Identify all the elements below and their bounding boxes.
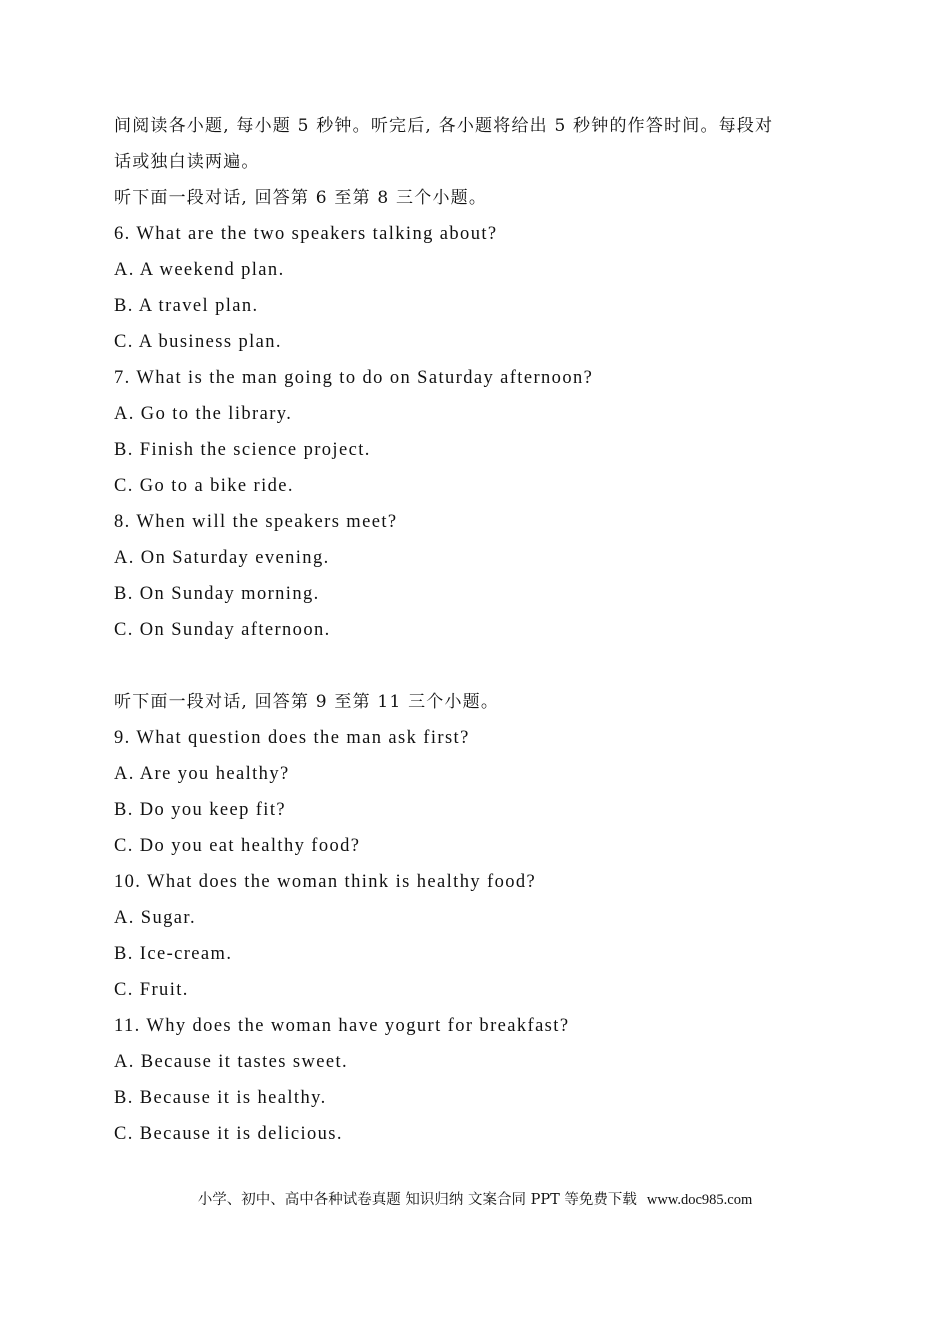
answer-option: B. On Sunday morning. xyxy=(114,584,320,604)
question-stem: 9. What question does the man ask first? xyxy=(114,728,470,748)
answer-option: A. A weekend plan. xyxy=(114,260,285,280)
answer-option: C. On Sunday afternoon. xyxy=(114,620,331,640)
question-stem: 11. Why does the woman have yogurt for breakfast? xyxy=(114,1016,570,1036)
answer-option: C. Fruit. xyxy=(114,980,189,1000)
page-content xyxy=(114,108,844,1152)
answer-option: B. Finish the science project. xyxy=(114,440,371,460)
answer-option: A. Go to the library. xyxy=(114,404,293,424)
footer-website-link[interactable]: www.doc985.com xyxy=(646,1192,753,1208)
answer-option: C. Go to a bike ride. xyxy=(114,476,294,496)
intro-line-2: 话或独白读两遍。 xyxy=(114,152,260,172)
question-stem: 7. What is the man going to do on Saturday afternoon? xyxy=(114,368,594,388)
answer-option: C. Because it is delicious. xyxy=(114,1124,343,1144)
footer-text: 小学、初中、高中各种试卷真题 知识归纳 文案合同 PPT 等免费下载 xyxy=(197,1192,637,1208)
answer-option: B. A travel plan. xyxy=(114,296,259,316)
answer-option: B. Ice-cream. xyxy=(114,944,233,964)
page-footer xyxy=(0,1188,950,1212)
answer-option: A. On Saturday evening. xyxy=(114,548,330,568)
question-stem: 8. When will the speakers meet? xyxy=(114,512,398,532)
section-instruction: 听下面一段对话, 回答第 6 至第 8 三个小题。 xyxy=(114,188,488,208)
section-instruction: 听下面一段对话, 回答第 9 至第 11 三个小题。 xyxy=(114,692,500,712)
answer-option: B. Do you keep fit? xyxy=(114,800,286,820)
answer-option: B. Because it is healthy. xyxy=(114,1088,327,1108)
answer-option: A. Are you healthy? xyxy=(114,764,290,784)
answer-option: C. Do you eat healthy food? xyxy=(114,836,361,856)
intro-line-1: 间阅读各小题, 每小题 5 秒钟。听完后, 各小题将给出 5 秒钟的作答时间。每段对 xyxy=(114,116,774,136)
answer-option: A. Sugar. xyxy=(114,908,196,928)
answer-option: C. A business plan. xyxy=(114,332,282,352)
answer-option: A. Because it tastes sweet. xyxy=(114,1052,349,1072)
section-spacer xyxy=(114,648,844,684)
question-stem: 10. What does the woman think is healthy food? xyxy=(114,872,537,892)
question-stem: 6. What are the two speakers talking about? xyxy=(114,224,498,244)
